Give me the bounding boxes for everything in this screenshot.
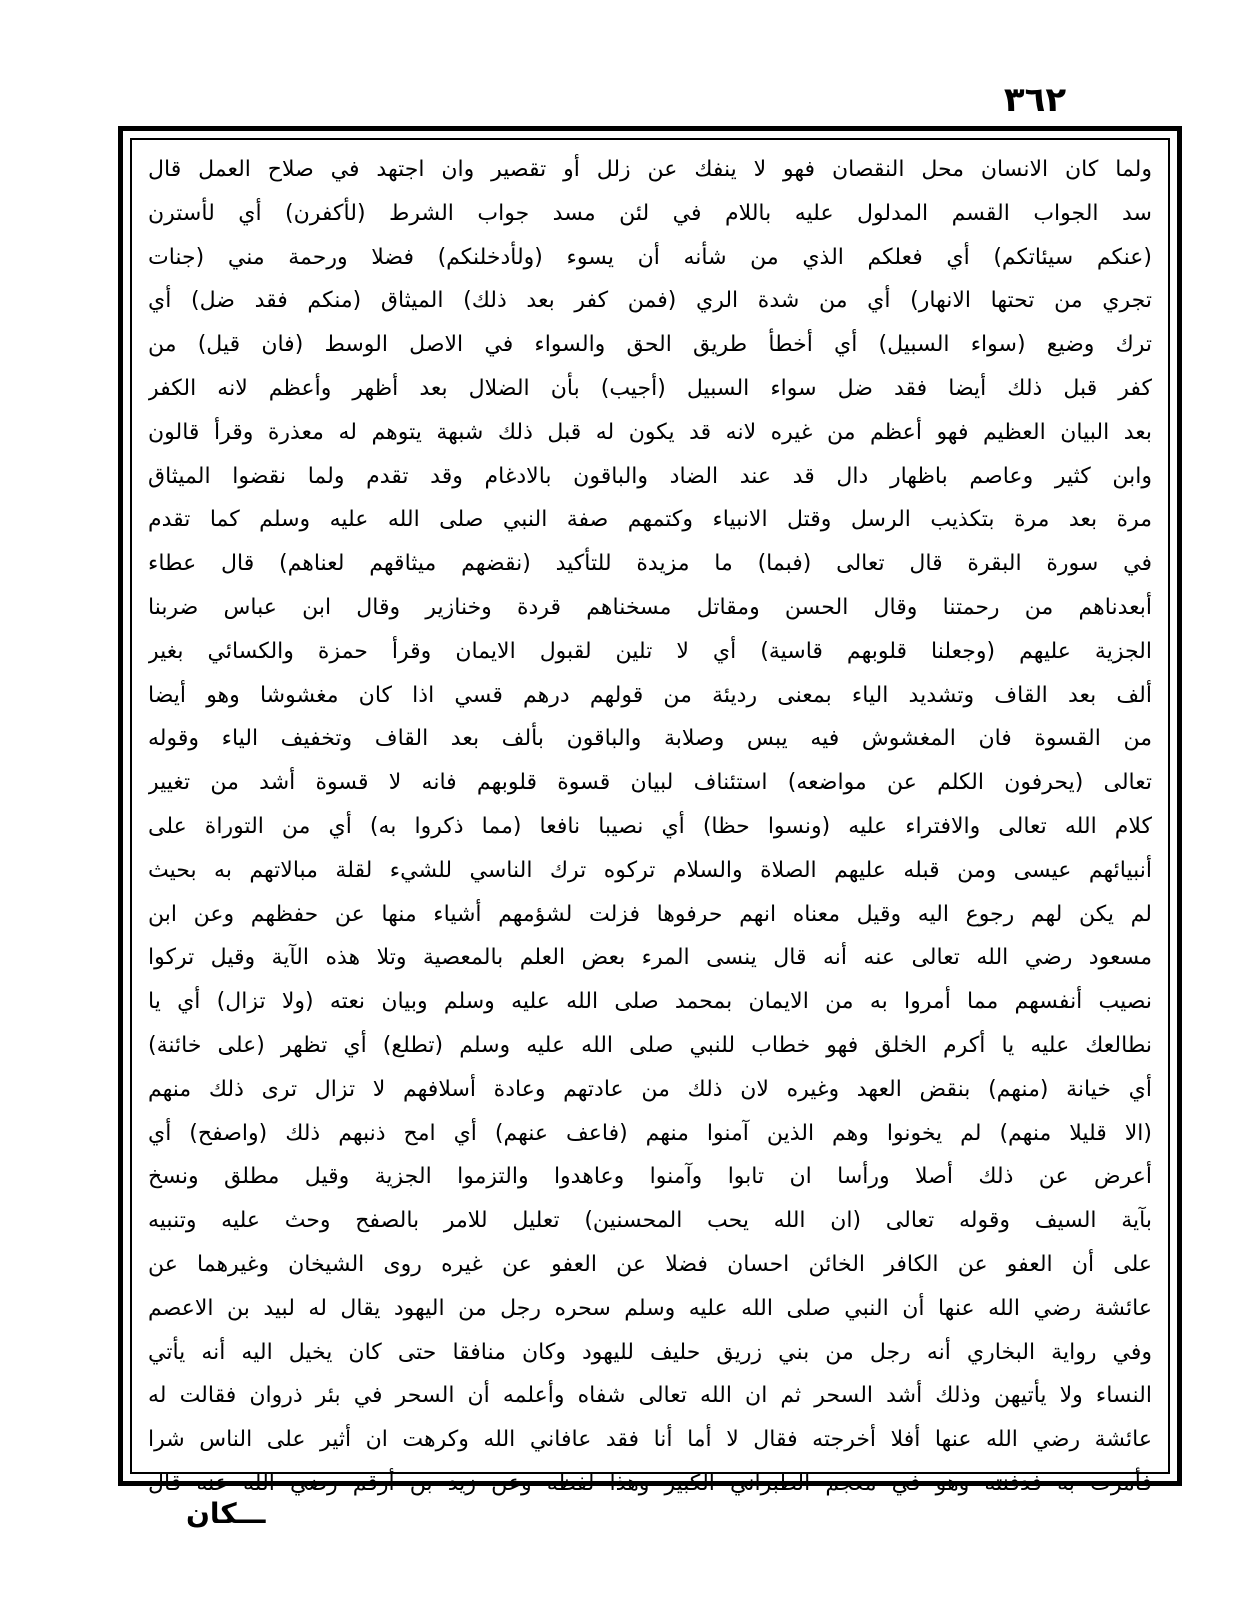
text-line: نطالعك عليه يا أكرم الخلق فهو خطاب للنبي صلى الله عليه وسلم (تطلع) أي تظهر (على خائنة) <box>148 1032 1152 1058</box>
text-line: الجزية عليهم (وجعلنا قلوبهم قاسية) أي لا تلين لقبول الايمان وقرأ حمزة والكسائي بغير <box>148 638 1152 664</box>
text-line: تجري من تحتها الانهار) أي من شدة الري (فمن كفر بعد ذلك) الميثاق (منكم فقد ضل) أي <box>148 288 1152 314</box>
text-line: (الا قليلا منهم) لم يخونوا وهم الذين آمنوا منهم (فاعف عنهم) أي امح ذنبهم ذلك (واصفح) أي <box>148 1120 1152 1146</box>
text-line: من القسوة فان المغشوش فيه يبس وصلابة والباقون بألف بعد القاف وتخفيف الياء وقوله <box>148 726 1152 752</box>
text-line: تعالى (يحرفون الكلم عن مواضعه) استئناف لبيان قسوة قلوبهم فانه لا قسوة أشد من تغيير <box>148 770 1152 796</box>
text-line: فأمرت به فدفنته وهو في معجم الطبراني الكبير وهذا لفظه وعن زيد بن أرقم رضي الله عنه قال <box>148 1470 1152 1496</box>
text-line: (عنكم سيئاتكم) أي فعلكم الذي من شأنه أن يسوء (ولأدخلنكم) فضلا ورحمة مني (جنات <box>148 244 1152 270</box>
text-line: عائشة رضي الله عنها أفلا أخرجته فقال لا أما أنا فقد عافاني الله وكرهت ان أثير على الناس شرا <box>148 1427 1152 1453</box>
text-line: أنبيائهم عيسى ومن قبله عليهم الصلاة والسلام تركوه ترك الناسي للشيء لقلة مبالاتهم به بحيث <box>148 857 1152 883</box>
catchword: ـــكان <box>186 1497 266 1530</box>
text-line: وفي رواية البخاري أنه رجل من بني زريق حليف لليهود وكان منافقا حتى كان يخيل اليه أنه يأتي <box>148 1339 1152 1365</box>
text-line: النساء ولا يأتيهن وذلك أشد السحر ثم ان الله تعالى شفاه وأعلمه أن السحر في بئر ذروان فقالت له <box>148 1383 1152 1409</box>
text-line: نصيب أنفسهم مما أمروا به من الايمان بمحمد صلى الله عليه وسلم وبيان نعته (ولا تزال) أي يا <box>148 989 1152 1015</box>
text-line: عائشة رضي الله عنها أن النبي صلى الله عليه وسلم سحره رجل من اليهود يقال له لبيد بن الاعصم <box>148 1295 1152 1321</box>
text-line: وابن كثير وعاصم باظهار دال قد عند الضاد والباقون بالادغام وقد تقدم ولما نقضوا الميثاق <box>148 463 1152 489</box>
text-line: مرة بعد مرة بتكذيب الرسل وقتل الانبياء وكتمهم صفة النبي صلى الله عليه وسلم كما تقدم <box>148 507 1152 533</box>
text-line: على أن العفو عن الكافر الخائن احسان فضلا عن العفو عن غيره روى الشيخان وغيرهما عن <box>148 1251 1152 1277</box>
text-line: بآية السيف وقوله تعالى (ان الله يحب المحسنين) تعليل للامر بالصفح وحث عليه وتنبيه <box>148 1208 1152 1234</box>
text-line: لم يكن لهم رجوع اليه وقيل معناه انهم حرفوها فزلت لشؤمهم أشياء منها عن حفظهم وعن ابن <box>148 901 1152 927</box>
text-line: في سورة البقرة قال تعالى (فبما) ما مزيدة للتأكيد (نقضهم ميثاقهم لعناهم) قال عطاء <box>148 551 1152 577</box>
text-line: سد الجواب القسم المدلول عليه باللام في لئن مسد جواب الشرط (لأكفرن) أي لأسترن <box>148 200 1152 226</box>
text-line: أعرض عن ذلك أصلا ورأسا ان تابوا وآمنوا وعاهدوا والتزموا الجزية وقيل مطلق ونسخ <box>148 1164 1152 1190</box>
text-line: بعد البيان العظيم فهو أعظم من غيره لانه قد يكون له قبل ذلك شبهة يتوهم له معذرة وقرأ قالون <box>148 419 1152 445</box>
text-line: كلام الله تعالى والافتراء عليه (ونسوا حظا) أي نصيبا نافعا (مما ذكروا به) أي من التوراة على <box>148 813 1152 839</box>
text-line: أبعدناهم من رحمتنا وقال الحسن ومقاتل مسخناهم قردة وخنازير وقال ابن عباس ضربنا <box>148 594 1152 620</box>
text-line: مسعود رضي الله تعالى عنه أنه قال ينسى المرء بعض العلم بالمعصية وتلا هذه الآية وقيل تركوا <box>148 945 1152 971</box>
main-text <box>148 148 1152 1496</box>
page-number: ٣٦٢ <box>1003 80 1067 120</box>
text-line: كفر قبل ذلك أيضا فقد ضل سواء السبيل (أجيب) بأن الضلال بعد أظهر وأعظم لانه الكفر <box>148 375 1152 401</box>
text-line: ألف بعد القاف وتشديد الياء بمعنى رديئة من قولهم درهم قسي اذا كان مغشوشا وهو أيضا <box>148 682 1152 708</box>
text-line: أي خيانة (منهم) بنقض العهد وغيره لان ذلك من عادتهم وعادة أسلافهم لا تزال ترى ذلك منهم <box>148 1076 1152 1102</box>
text-line: ولما كان الانسان محل النقصان فهو لا ينفك عن زلل أو تقصير وان اجتهد في صلاح العمل قال <box>148 157 1152 182</box>
text-line: ترك وضيع (سواء السبيل) أي أخطأ طريق الحق والسواء في الاصل الوسط (فان قيل) من <box>148 332 1152 358</box>
